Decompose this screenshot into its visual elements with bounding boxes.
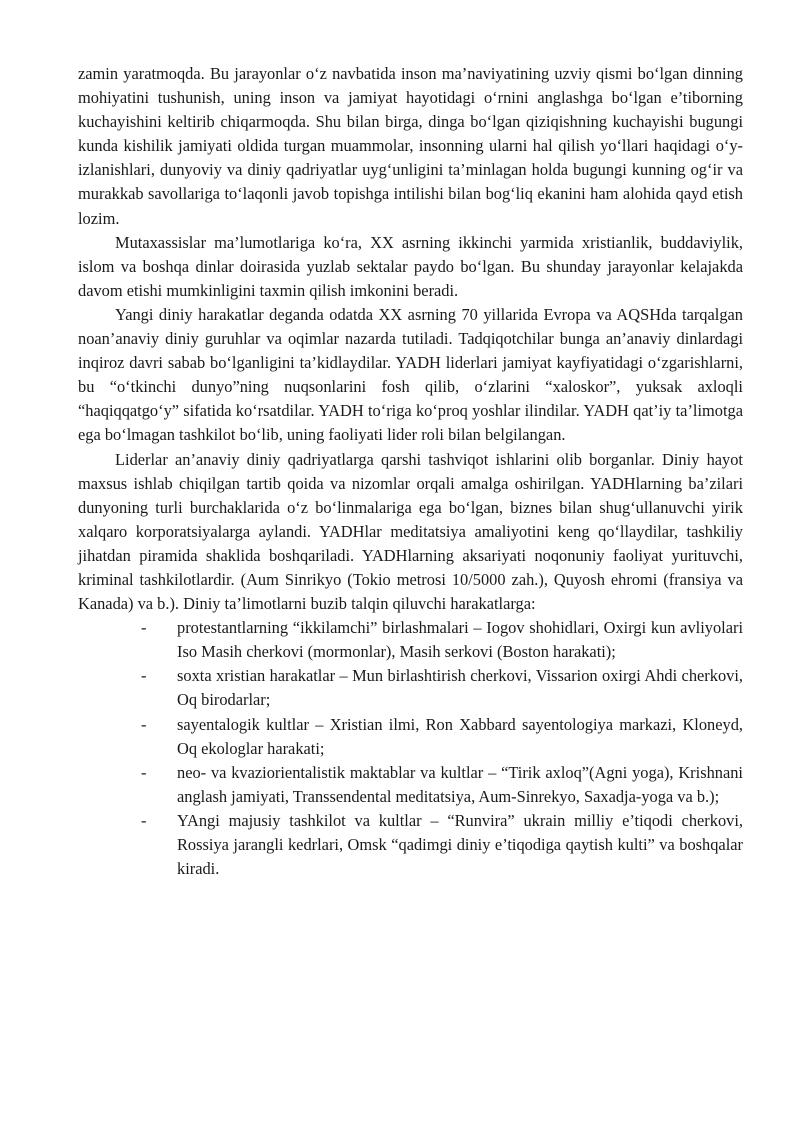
list-item-text: YAngi majusiy tashkilot va kultlar – “Runvira” ukrain milliy e’tiqodi cherkovi, Rossiya jarangli kedrlari, Omsk “qadimgi diniy e’tiqodiga qaytish kulti” va boshqalar kiradi. (177, 810, 743, 879)
list-dash: - (141, 714, 147, 734)
list-item-text: protestantlarning “ikkilamchi” birlashmalari – Iogov shohidlari, Oxirgi kun avliyolari Iso Masih cherkovi (mormonlar), Masih serkovi (Boston harakati); (177, 618, 743, 662)
paragraph-experts: Mutaxassislar ma’lumotlariga ko‘ra, XX asrning ikkinchi yarmida xristianlik, buddaviylik, islom va boshqa dinlar doirasida yuzlab sektalar paydo bo‘lgan. Bu shunday jarayonlar kelajakda davom etishi mumkinligini taxmin qilish imkonini beradi. (78, 232, 743, 300)
list-item (78, 616, 743, 664)
list-item (78, 664, 743, 712)
list-item-text: sayentalogik kultlar – Xristian ilmi, Ron Xabbard sayentologiya markazi, Kloneyd, Oq ekologlar harakati; (177, 714, 743, 758)
list-dash: - (141, 666, 147, 686)
paragraph-leaders: Liderlar an’anaviy diniy qadriyatlarga qarshi tashviqot ishlarini olib borganlar. Diniy hayot maxsus ishlab chiqilgan tartib qoida va nizomlar orqali amalga oshirilgan. YADHlarning ba’zilari dunyoning turli burchaklarida o‘z bo‘linmalariga ega bo‘lgan, biznes bilan shug‘ullanuvchi yirik xalqaro korporatsiyalarga aylandi. YADHlar meditatsiya amaliyotini keng qo‘llaydilar, tashkiliy jihatdan piramida shaklida boshqariladi. YADHlarning aksariyati noqonuniy faoliyat yurituvchi, kriminal tashkilotlardir. (Aum Sinrikyo (Tokio metrosi 10/5000 zah.), Quyosh ehromi (fransiya va Kanada) va b.). Diniy ta’limotlarni buzib talqin qiluvchi harakatlarga: (78, 449, 743, 614)
list-item (78, 713, 743, 761)
list-item-text: soxta xristian harakatlar – Mun birlashtirish cherkovi, Vissarion oxirgi Ahdi cherkovi, Oq birodarlar; (177, 666, 743, 710)
list-dash: - (141, 618, 147, 638)
movements-list (78, 616, 743, 881)
document-page (78, 62, 743, 881)
list-dash: - (141, 810, 147, 830)
list-item (78, 809, 743, 881)
list-dash: - (141, 762, 147, 782)
paragraph-continuation: zamin yaratmoqda. Bu jarayonlar o‘z navbatida inson ma’naviyatining uzviy qismi bo‘lgan dinning mohiyatini tushunish, uning inson va jamiyat hayotidagi o‘rnini anglashga bo‘lgan e’tiborning kuchayishini keltirib chiqarmoqda. Shu bilan birga, dinga bo‘lgan qiziqishning kuchayishi bugungi kunda kishilik jamiyati oldida turgan muammolar, insonning ularni hal qilish yo‘llari haqidagi o‘y-izlanishlari, dunyoviy va diniy qadriyatlar uyg‘unligini ta’minlagan holda bugungi kunning og‘ir va murakkab savollariga to‘laqonli javob topishga intilishi bilan bog‘liq ekanini ham alohida qayd etish lozim. (78, 64, 743, 228)
paragraph-new-religious-movements: Yangi diniy harakatlar deganda odatda XX asrning 70 yillarida Evropa va AQSHda tarqalgan noan’anaviy diniy guruhlar va oqimlar nazarda tutiladi. Tadqiqotchilar bunga an’anaviy dinlardagi inqiroz davri sabab bo‘lganligini ta’kidlaydilar. YADH liderlari jamiyat kayfiyatidagi o‘zgarishlarni, bu “o‘tkinchi dunyo”ning nuqsonlarini fosh qilib, o‘zlarini “xaloskor”, yuksak axloqli “haqiqqatgo‘y” sifatida ko‘rsatdilar. YADH to‘riga ko‘proq yoshlar ilindilar. YADH qat’iy ta’limotga ega bo‘lmagan tashkilot bo‘lib, uning faoliyati lider roli bilan belgilangan. (78, 304, 743, 445)
list-item-text: neo- va kvaziorientalistik maktablar va kultlar – “Tirik axloq”(Agni yoga), Krishnani anglash jamiyati, Transsendental meditatsiya, Aum-Sinrekyo, Saxadja-yoga va b.); (177, 762, 743, 806)
list-item (78, 761, 743, 809)
